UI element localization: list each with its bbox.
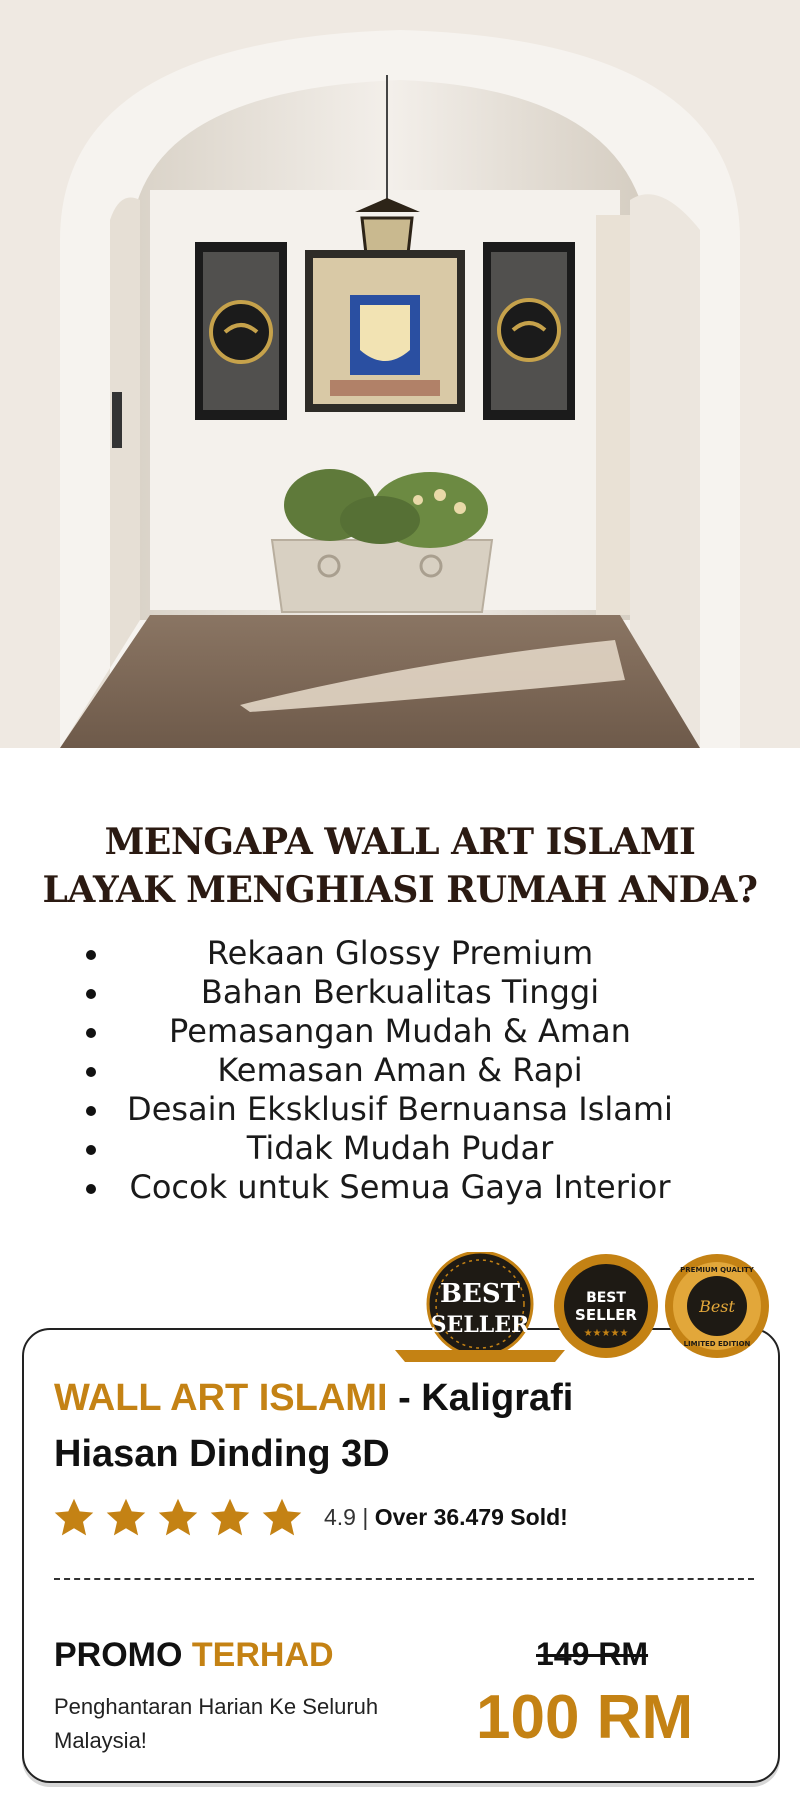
feature-text: Bahan Berkualitas Tinggi <box>200 973 600 1011</box>
bullet-icon <box>86 1184 96 1194</box>
product-title <box>54 1370 654 1482</box>
bullet-icon <box>86 1067 96 1077</box>
badge1-line2: SELLER <box>430 1312 530 1338</box>
feature-text: Desain Eksklusif Bernuansa Islami <box>127 1090 673 1128</box>
feature-item <box>80 973 720 1012</box>
premium-quality-badge <box>665 1254 769 1358</box>
feature-text: Pemasangan Mudah & Aman <box>169 1012 631 1050</box>
feature-list <box>80 934 720 1207</box>
section-title <box>0 818 800 914</box>
bullet-icon <box>86 950 96 960</box>
rating-value: 4.9 <box>324 1504 356 1530</box>
promo-text: PROMO <box>54 1636 192 1674</box>
feature-item <box>80 1129 720 1168</box>
feature-item <box>80 1012 720 1051</box>
section-title-line1: MENGAPA WALL ART ISLAMI <box>104 821 696 863</box>
delivery-text: Penghantaran Harian Ke Seluruh Malaysia! <box>54 1694 379 1753</box>
product-card[interactable] <box>22 1328 780 1783</box>
badge3-center: Best <box>699 1297 735 1316</box>
bullet-icon <box>86 1106 96 1116</box>
feature-text: Rekaan Glossy Premium <box>206 934 594 972</box>
star-icon <box>52 1496 96 1540</box>
sold-count: Over 36.479 Sold! <box>374 1504 568 1530</box>
divider <box>54 1578 754 1580</box>
bullet-icon <box>86 1145 96 1155</box>
section-title-line2: LAYAK MENGHIASI RUMAH ANDA? <box>42 869 758 911</box>
feature-item <box>80 1051 720 1090</box>
rating-summary <box>324 1504 568 1531</box>
feature-text: Cocok untuk Semua Gaya Interior <box>129 1168 671 1206</box>
badge-row <box>0 1252 800 1362</box>
star-icon <box>260 1496 304 1540</box>
best-seller-badge-1 <box>395 1252 565 1362</box>
feature-item <box>80 1168 720 1207</box>
star-icon <box>208 1496 252 1540</box>
old-price: 149 RM <box>536 1636 649 1672</box>
badge2-line1: BEST <box>586 1290 626 1306</box>
badge3-bottom: LIMITED EDITION <box>683 1340 751 1348</box>
product-title-accent: WALL ART ISLAMI <box>54 1377 388 1419</box>
bullet-icon <box>86 989 96 999</box>
feature-item <box>80 934 720 973</box>
badge1-line1: BEST <box>440 1279 520 1309</box>
bullet-icon <box>86 1028 96 1038</box>
promo-label <box>54 1636 334 1675</box>
feature-text: Kemasan Aman & Rapi <box>217 1051 583 1089</box>
star-icon <box>156 1496 200 1540</box>
star-rating <box>52 1496 304 1540</box>
feature-text: Tidak Mudah Pudar <box>246 1129 554 1167</box>
hero-image <box>0 0 800 748</box>
star-icon <box>104 1496 148 1540</box>
rating-separator: | <box>355 1504 375 1530</box>
feature-item <box>80 1090 720 1129</box>
best-seller-badge-2 <box>554 1254 658 1358</box>
promo-accent: TERHAD <box>191 1636 334 1674</box>
badge2-line2: SELLER <box>575 1306 637 1324</box>
product-title-rest: - Kaligrafi Hiasan Dinding 3D <box>54 1377 574 1475</box>
new-price: 100 RM <box>476 1683 694 1752</box>
svg-text:★★★★★: ★★★★★ <box>583 1328 629 1339</box>
badge3-top: PREMIUM QUALITY <box>680 1266 754 1274</box>
